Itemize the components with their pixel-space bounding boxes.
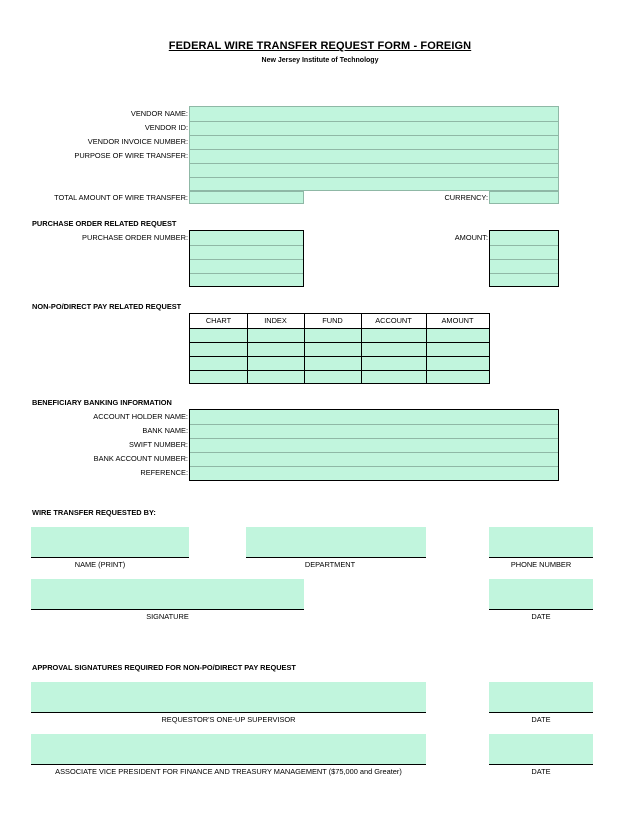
reference-label: REFERENCE: (140, 468, 188, 477)
phone-field[interactable] (489, 527, 593, 558)
po-number-label: PURCHASE ORDER NUMBER: (82, 233, 188, 242)
table-divider (304, 314, 305, 383)
purpose-field-line-3[interactable] (190, 177, 558, 191)
purpose-field[interactable] (190, 149, 558, 163)
table-row[interactable] (190, 356, 489, 370)
account-holder-label: ACCOUNT HOLDER NAME: (93, 412, 188, 421)
table-divider (426, 314, 427, 383)
supervisor-signature-field[interactable] (31, 682, 426, 713)
non-po-section-heading: NON-PO/DIRECT PAY RELATED REQUEST (32, 302, 182, 311)
beneficiary-section-heading: BENEFICIARY BANKING INFORMATION (32, 398, 172, 407)
table-row[interactable] (190, 370, 489, 383)
bank-name-label: BANK NAME: (142, 426, 188, 435)
supervisor-caption: REQUESTOR'S ONE-UP SUPERVISOR (161, 715, 296, 724)
po-amount-label: AMOUNT: (454, 233, 488, 242)
po-amount-field-2[interactable] (490, 245, 558, 259)
swift-label: SWIFT NUMBER: (129, 440, 188, 449)
column-header-account: ACCOUNT (375, 316, 412, 325)
table-row[interactable] (190, 328, 489, 342)
table-divider (190, 342, 489, 343)
currency-label: CURRENCY: (444, 193, 488, 202)
signature-field[interactable] (31, 579, 304, 610)
account-holder-field[interactable] (190, 410, 558, 424)
po-amount-field-4[interactable] (490, 273, 558, 286)
bank-name-field[interactable] (190, 424, 558, 438)
currency-field[interactable] (489, 191, 559, 204)
column-header-amount: AMOUNT (441, 316, 474, 325)
po-number-field[interactable] (190, 231, 303, 245)
supervisor-date-field[interactable] (489, 682, 593, 713)
table-row[interactable] (190, 342, 489, 356)
reference-field[interactable] (190, 466, 558, 480)
signature-date-field[interactable] (489, 579, 593, 610)
signature-caption: SIGNATURE (146, 612, 189, 621)
po-number-field-2[interactable] (190, 245, 303, 259)
name-print-field[interactable] (31, 527, 189, 558)
vendor-invoice-field[interactable] (190, 135, 558, 149)
avp-signature-field[interactable] (31, 734, 426, 765)
po-number-block (189, 230, 304, 287)
vendor-info-block (189, 106, 559, 191)
department-caption: DEPARTMENT (304, 560, 356, 569)
form-title: FEDERAL WIRE TRANSFER REQUEST FORM - FOREIGN (168, 40, 472, 52)
po-number-field-3[interactable] (190, 259, 303, 273)
bank-account-label: BANK ACCOUNT NUMBER: (93, 454, 188, 463)
vendor-invoice-label: VENDOR INVOICE NUMBER: (87, 137, 188, 146)
supervisor-date-caption: DATE (531, 715, 551, 724)
po-amount-field-3[interactable] (490, 259, 558, 273)
table-divider (190, 370, 489, 371)
column-header-chart: CHART (205, 316, 232, 325)
table-divider (361, 314, 362, 383)
bank-account-field[interactable] (190, 452, 558, 466)
table-divider (190, 356, 489, 357)
vendor-id-field[interactable] (190, 121, 558, 135)
column-header-index: INDEX (264, 316, 287, 325)
column-header-fund: FUND (322, 316, 343, 325)
vendor-name-field[interactable] (190, 107, 558, 121)
table-divider (190, 328, 489, 329)
phone-caption: PHONE NUMBER (510, 560, 572, 569)
swift-field[interactable] (190, 438, 558, 452)
purpose-field-line-2[interactable] (190, 163, 558, 177)
department-field[interactable] (246, 527, 426, 558)
po-number-field-4[interactable] (190, 273, 303, 286)
po-section-heading: PURCHASE ORDER RELATED REQUEST (32, 219, 177, 228)
po-amount-field[interactable] (490, 231, 558, 245)
avp-caption: ASSOCIATE VICE PRESIDENT FOR FINANCE AND TREASURY MANAGEMENT ($75,000 and Greater) (55, 767, 402, 776)
total-amount-field[interactable] (189, 191, 304, 204)
beneficiary-block (189, 409, 559, 481)
vendor-name-label: VENDOR NAME: (130, 109, 188, 118)
table-divider (247, 314, 248, 383)
account-table (189, 313, 490, 384)
vendor-id-label: VENDOR ID: (144, 123, 188, 132)
name-print-caption: NAME (PRINT) (74, 560, 126, 569)
approval-heading: APPROVAL SIGNATURES REQUIRED FOR NON-PO/DIRECT PAY REQUEST (32, 663, 296, 672)
signature-date-caption: DATE (531, 612, 551, 621)
total-amount-label: TOTAL AMOUNT OF WIRE TRANSFER: (54, 193, 188, 202)
avp-date-field[interactable] (489, 734, 593, 765)
institution-name: New Jersey Institute of Technology (261, 57, 379, 64)
purpose-label: PURPOSE OF WIRE TRANSFER: (74, 151, 188, 160)
requested-by-heading: WIRE TRANSFER REQUESTED BY: (32, 508, 156, 517)
avp-date-caption: DATE (531, 767, 551, 776)
po-amount-block (489, 230, 559, 287)
